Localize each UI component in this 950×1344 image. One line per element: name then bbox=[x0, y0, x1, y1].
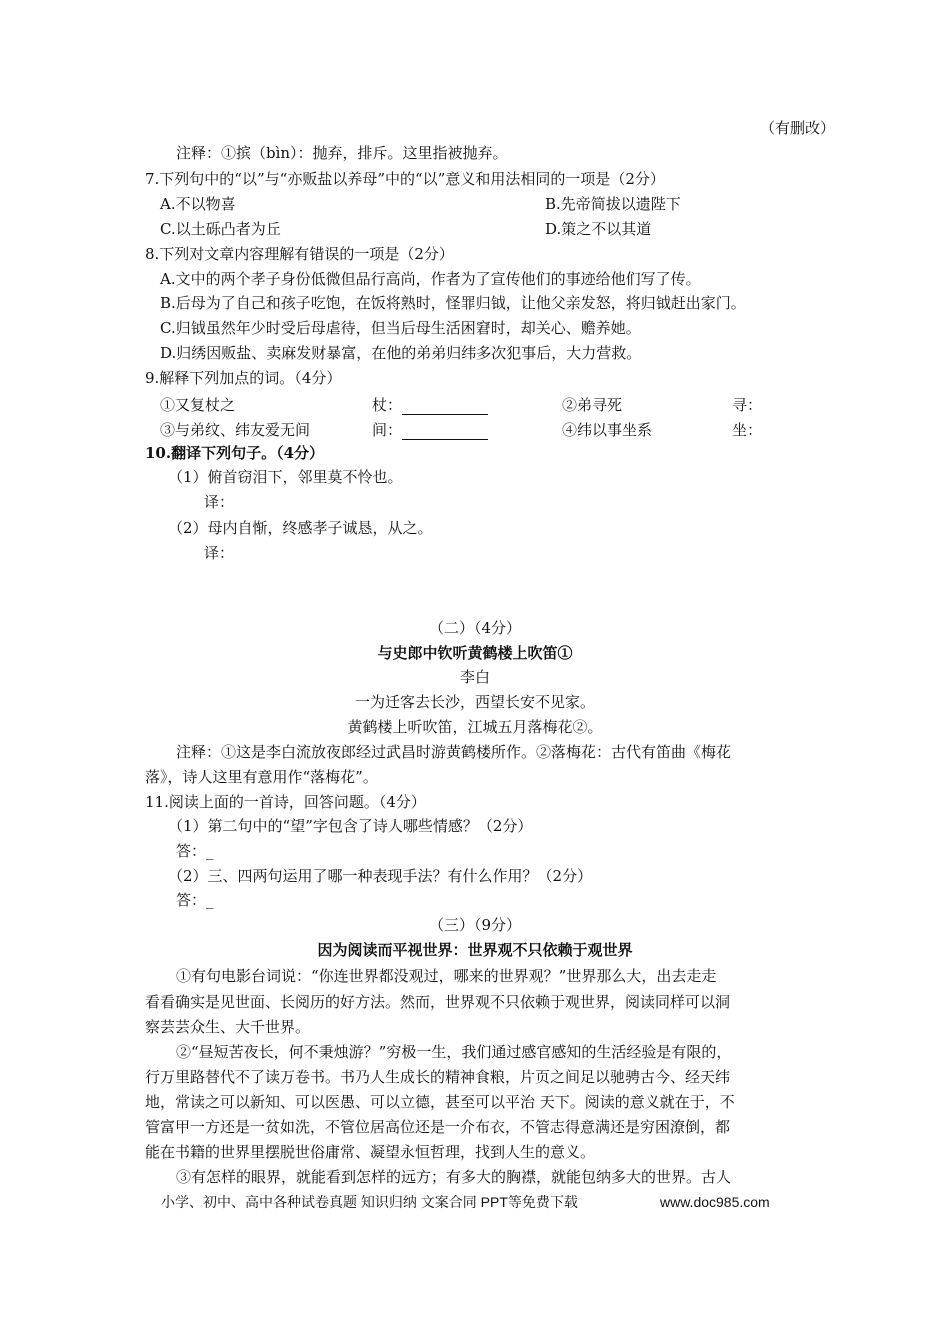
question-9-item-2: ②弟寻死 bbox=[562, 396, 623, 414]
answer-blank[interactable] bbox=[402, 425, 488, 440]
article-title: 因为阅读而平视世界：世界观不只依赖于观世界 bbox=[317, 941, 633, 959]
poem-note-line-2: 落》，诗人这里有意用作“落梅花”。 bbox=[145, 768, 378, 786]
poem-line-1: 一为迁客去长沙，西望长安不见家。 bbox=[354, 693, 595, 711]
question-11-part-1: （1）第二句中的“望”字包含了诗人哪些情感？（2分） bbox=[168, 817, 533, 835]
paragraph-2-line-1: ②“昼短苦夜长，何不秉烛游？”穷极一生，我们通过感官感知的生活经验是有限的， bbox=[176, 1043, 732, 1061]
question-9-item-3-answer bbox=[372, 420, 488, 440]
section-2-heading: （二）（4分） bbox=[428, 619, 522, 637]
answer-label: 间： bbox=[372, 421, 403, 439]
footer-text: 小学、初中、高中各种试卷真题 知识归纳 文案合同 PPT等免费下载 bbox=[161, 1194, 578, 1210]
poem-note-line-1: 注释：①这是李白流放夜郎经过武昌时游黄鹤楼所作。②落梅花：古代有笛曲《梅花 bbox=[176, 743, 732, 761]
revision-note: （有删改） bbox=[760, 119, 836, 137]
paragraph-3-line-1: ③有怎样的眼界，就能看到怎样的远方；有多大的胸襟，就能包纳多大的世界。古人 bbox=[176, 1168, 732, 1186]
question-9-item-3: ③与弟纹、纬友爱无间 bbox=[160, 421, 311, 439]
footer-url[interactable]: www.doc985.com bbox=[660, 1194, 770, 1210]
question-11-part-2: （2）三、四两句运用了哪一种表现手法？有什么作用？（2分） bbox=[168, 867, 593, 885]
question-10-sentence-2: （2）母内自惭，终感孝子诚恳，从之。 bbox=[168, 519, 433, 537]
answer-blank[interactable] bbox=[402, 400, 488, 415]
answer-label: 杖： bbox=[372, 396, 403, 414]
section-3-heading: （三）（9分） bbox=[428, 916, 522, 934]
question-8-option-a: A.文中的两个孝子身份低微但品行高尚，作者为了宣传他们的事迹给他们写了传。 bbox=[160, 270, 701, 288]
question-9-stem: 9.解释下列加点的词。（4分） bbox=[145, 369, 342, 387]
question-8-option-d: D.归绣因贩盐、卖麻发财暴富，在他的弟弟归纬多次犯事后，大力营救。 bbox=[160, 344, 642, 362]
poem-author: 李白 bbox=[459, 668, 490, 686]
question-9-item-1-answer bbox=[372, 395, 488, 415]
paragraph-2-line-2: 行万里路替代不了读万卷书。书乃人生成长的精神食粮，片页之间足以驰骋古今、经天纬 bbox=[145, 1068, 731, 1086]
question-10-answer-2: 译： bbox=[204, 544, 235, 562]
question-8-option-c: C.归钺虽然年少时受后母虐待，但当后母生活困窘时，却关心、赡养她。 bbox=[160, 319, 641, 337]
question-7-option-b: B.先帝简拔以遗陛下 bbox=[545, 195, 681, 213]
paragraph-2-line-3: 地，常读之可以新知、可以医愚、可以立德，甚至可以平治 天下。阅读的意义就在于，不 bbox=[145, 1093, 735, 1111]
question-10-answer-1: 译： bbox=[204, 493, 235, 511]
question-9-item-4-answer: 坐： bbox=[732, 421, 763, 439]
question-9-item-1: ①又复杖之 bbox=[160, 396, 236, 414]
question-8-stem: 8.下列对文章内容理解有错误的一项是（2分） bbox=[145, 245, 454, 263]
question-10-sentence-1: （1）俯首窃泪下，邻里莫不怜也。 bbox=[168, 468, 403, 486]
question-11-answer-1: 答：_ bbox=[176, 842, 214, 860]
annotation-text: 注释：①摈（bìn）：抛弃，排斥。这里指被抛弃。 bbox=[176, 144, 508, 162]
question-8-option-b: B.后母为了自己和孩子吃饱，在饭将熟时，怪罪归钺，让他父亲发怒，将归钺赶出家门。 bbox=[160, 294, 746, 312]
paragraph-1-line-2: 看看确实是见世面、长阅历的好方法。然而，世界观不只依赖于观世界，阅读同样可以洞 bbox=[145, 993, 731, 1011]
question-11-stem: 11.阅读上面的一首诗，回答问题。（4分） bbox=[145, 793, 426, 811]
question-7-option-d: D.策之不以其道 bbox=[545, 220, 652, 238]
poem-title: 与史郎中钦听黄鹤楼上吹笛① bbox=[377, 644, 573, 662]
question-7-stem: 7.下列句中的“以”与“亦贩盐以养母”中的“以”意义和用法相同的一项是（2分） bbox=[145, 170, 665, 188]
poem-line-2: 黄鹤楼上听吹笛，江城五月落梅花②。 bbox=[347, 718, 603, 736]
question-7-option-c: C.以土砾凸者为丘 bbox=[160, 220, 281, 238]
question-9-item-4: ④纬以事坐系 bbox=[562, 421, 653, 439]
question-9-item-2-answer: 寻： bbox=[732, 396, 763, 414]
paragraph-2-line-4: 管富甲一方还是一贫如洗，不管位居高位还是一介布衣，不管志得意满还是穷困潦倒，都 bbox=[145, 1118, 731, 1136]
paragraph-2-line-5: 能在书籍的世界里摆脱世俗庸常、凝望永恒哲理，找到人生的意义。 bbox=[145, 1143, 596, 1161]
paragraph-1-line-1: ①有句电影台词说：“你连世界都没观过，哪来的世界观？”世界那么大，出去走走 bbox=[176, 967, 717, 985]
paragraph-1-line-3: 察芸芸众生、大千世界。 bbox=[145, 1018, 311, 1036]
question-10-stem: 10.翻译下列句子。（4分） bbox=[145, 444, 325, 462]
question-7-option-a: A.不以物喜 bbox=[160, 195, 236, 213]
question-11-answer-2: 答：_ bbox=[176, 891, 214, 909]
